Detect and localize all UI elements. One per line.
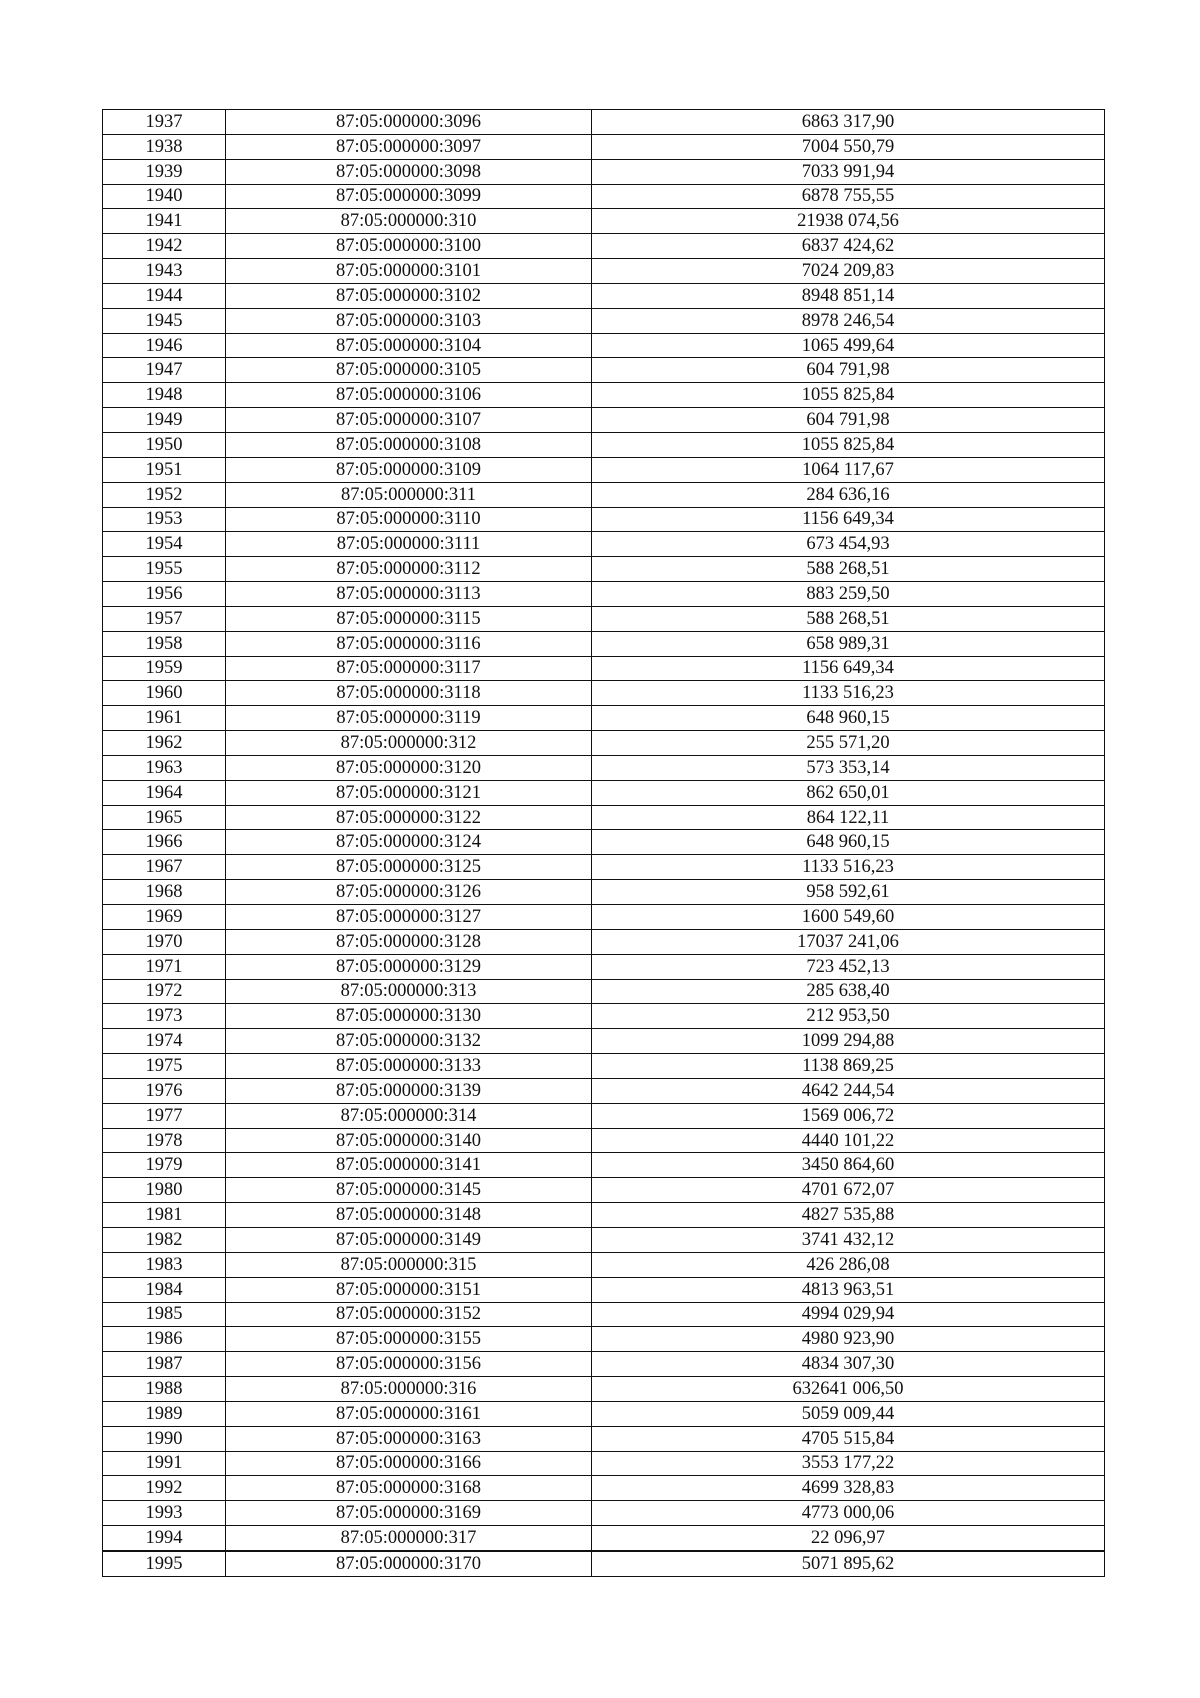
cadastral-number-cell: 87:05:000000:3097 — [226, 134, 592, 159]
cadastral-number-cell: 87:05:000000:3170 — [226, 1551, 592, 1576]
row-number-cell: 1950 — [103, 432, 226, 457]
row-number-cell: 1958 — [103, 631, 226, 656]
cadastral-number-cell: 87:05:000000:317 — [226, 1526, 592, 1551]
row-number-cell: 1975 — [103, 1054, 226, 1079]
table-row — [103, 1401, 1105, 1426]
row-number-cell: 1971 — [103, 954, 226, 979]
cadastral-number-cell: 87:05:000000:3106 — [226, 383, 592, 408]
cadastral-number-cell: 87:05:000000:3168 — [226, 1476, 592, 1501]
cadastral-value-cell: 648 960,15 — [592, 830, 1105, 855]
row-number-cell: 1939 — [103, 159, 226, 184]
row-number-cell: 1976 — [103, 1078, 226, 1103]
table-row — [103, 259, 1105, 284]
cadastral-value-cell: 22 096,97 — [592, 1526, 1105, 1551]
cadastral-number-cell: 87:05:000000:3102 — [226, 283, 592, 308]
table-row — [103, 656, 1105, 681]
cadastral-number-cell: 87:05:000000:3105 — [226, 358, 592, 383]
cadastral-number-cell: 87:05:000000:3113 — [226, 582, 592, 607]
cadastral-number-cell: 87:05:000000:316 — [226, 1377, 592, 1402]
cadastral-value-cell: 1055 825,84 — [592, 432, 1105, 457]
row-number-cell: 1961 — [103, 706, 226, 731]
table-row — [103, 283, 1105, 308]
cadastral-number-cell: 87:05:000000:3139 — [226, 1078, 592, 1103]
table-row — [103, 1551, 1105, 1576]
cadastral-number-cell: 87:05:000000:3132 — [226, 1029, 592, 1054]
table-row — [103, 383, 1105, 408]
row-number-cell: 1937 — [103, 110, 226, 135]
cadastral-number-cell: 87:05:000000:3169 — [226, 1501, 592, 1526]
cadastral-value-cell: 4773 000,06 — [592, 1501, 1105, 1526]
cadastral-value-cell: 4813 963,51 — [592, 1277, 1105, 1302]
cadastral-value-cell: 284 636,16 — [592, 482, 1105, 507]
table-row — [103, 358, 1105, 383]
table-row — [103, 1252, 1105, 1277]
row-number-cell: 1967 — [103, 855, 226, 880]
table-row — [103, 1277, 1105, 1302]
cadastral-number-cell: 87:05:000000:3125 — [226, 855, 592, 880]
table-row — [103, 706, 1105, 731]
cadastral-number-cell: 87:05:000000:3100 — [226, 234, 592, 259]
table-row — [103, 1029, 1105, 1054]
row-number-cell: 1979 — [103, 1153, 226, 1178]
cadastral-number-cell: 87:05:000000:3163 — [226, 1426, 592, 1451]
cadastral-number-cell: 87:05:000000:3098 — [226, 159, 592, 184]
cadastral-number-cell: 87:05:000000:3109 — [226, 457, 592, 482]
cadastral-value-cell: 4827 535,88 — [592, 1203, 1105, 1228]
cadastral-number-cell: 87:05:000000:310 — [226, 209, 592, 234]
cadastral-value-cell: 3741 432,12 — [592, 1227, 1105, 1252]
row-number-cell: 1952 — [103, 482, 226, 507]
row-number-cell: 1941 — [103, 209, 226, 234]
cadastral-value-cell: 604 791,98 — [592, 358, 1105, 383]
cadastral-number-cell: 87:05:000000:3155 — [226, 1327, 592, 1352]
table-row — [103, 209, 1105, 234]
row-number-cell: 1946 — [103, 333, 226, 358]
cadastral-value-cell: 285 638,40 — [592, 979, 1105, 1004]
cadastral-number-cell: 87:05:000000:3118 — [226, 681, 592, 706]
row-number-cell: 1983 — [103, 1252, 226, 1277]
cadastral-number-cell: 87:05:000000:3130 — [226, 1004, 592, 1029]
table-row — [103, 408, 1105, 433]
cadastral-value-cell: 673 454,93 — [592, 532, 1105, 557]
cadastral-number-cell: 87:05:000000:3122 — [226, 805, 592, 830]
table-row — [103, 1451, 1105, 1476]
table-row — [103, 1526, 1105, 1551]
row-number-cell: 1948 — [103, 383, 226, 408]
row-number-cell: 1954 — [103, 532, 226, 557]
cadastral-number-cell: 87:05:000000:3149 — [226, 1227, 592, 1252]
cadastral-number-cell: 87:05:000000:3103 — [226, 308, 592, 333]
row-number-cell: 1951 — [103, 457, 226, 482]
cadastral-number-cell: 87:05:000000:3120 — [226, 755, 592, 780]
table-row — [103, 954, 1105, 979]
cadastral-value-cell: 4642 244,54 — [592, 1078, 1105, 1103]
cadastral-value-table — [102, 109, 1105, 1577]
table-row — [103, 432, 1105, 457]
cadastral-value-cell: 8948 851,14 — [592, 283, 1105, 308]
cadastral-number-cell: 87:05:000000:3096 — [226, 110, 592, 135]
table-row — [103, 482, 1105, 507]
row-number-cell: 1955 — [103, 557, 226, 582]
cadastral-value-cell: 1133 516,23 — [592, 855, 1105, 880]
cadastral-value-cell: 1065 499,64 — [592, 333, 1105, 358]
cadastral-number-cell: 87:05:000000:3112 — [226, 557, 592, 582]
table-row — [103, 557, 1105, 582]
cadastral-value-cell: 21938 074,56 — [592, 209, 1105, 234]
cadastral-value-cell: 7004 550,79 — [592, 134, 1105, 159]
row-number-cell: 1991 — [103, 1451, 226, 1476]
row-number-cell: 1987 — [103, 1352, 226, 1377]
row-number-cell: 1957 — [103, 606, 226, 631]
table-row — [103, 780, 1105, 805]
cadastral-number-cell: 87:05:000000:3119 — [226, 706, 592, 731]
table-row — [103, 582, 1105, 607]
cadastral-number-cell: 87:05:000000:3148 — [226, 1203, 592, 1228]
cadastral-value-cell: 17037 241,06 — [592, 929, 1105, 954]
cadastral-value-cell: 3450 864,60 — [592, 1153, 1105, 1178]
row-number-cell: 1977 — [103, 1103, 226, 1128]
cadastral-value-cell: 1133 516,23 — [592, 681, 1105, 706]
table-row — [103, 681, 1105, 706]
row-number-cell: 1981 — [103, 1203, 226, 1228]
table-row — [103, 507, 1105, 532]
cadastral-value-cell: 1055 825,84 — [592, 383, 1105, 408]
row-number-cell: 1940 — [103, 184, 226, 209]
table-row — [103, 1054, 1105, 1079]
cadastral-number-cell: 87:05:000000:3108 — [226, 432, 592, 457]
row-number-cell: 1942 — [103, 234, 226, 259]
row-number-cell: 1982 — [103, 1227, 226, 1252]
cadastral-value-cell: 1064 117,67 — [592, 457, 1105, 482]
table-row — [103, 1103, 1105, 1128]
row-number-cell: 1944 — [103, 283, 226, 308]
row-number-cell: 1953 — [103, 507, 226, 532]
table-row — [103, 1004, 1105, 1029]
cadastral-value-cell: 4701 672,07 — [592, 1178, 1105, 1203]
table-row — [103, 929, 1105, 954]
row-number-cell: 1960 — [103, 681, 226, 706]
cadastral-value-cell: 862 650,01 — [592, 780, 1105, 805]
row-number-cell: 1947 — [103, 358, 226, 383]
cadastral-number-cell: 87:05:000000:314 — [226, 1103, 592, 1128]
cadastral-value-cell: 5071 895,62 — [592, 1551, 1105, 1576]
row-number-cell: 1972 — [103, 979, 226, 1004]
row-number-cell: 1938 — [103, 134, 226, 159]
row-number-cell: 1963 — [103, 755, 226, 780]
row-number-cell: 1943 — [103, 259, 226, 284]
cadastral-value-cell: 255 571,20 — [592, 731, 1105, 756]
row-number-cell: 1992 — [103, 1476, 226, 1501]
table-row — [103, 1153, 1105, 1178]
table-body — [103, 110, 1105, 1577]
table-row — [103, 606, 1105, 631]
cadastral-value-cell: 7033 991,94 — [592, 159, 1105, 184]
cadastral-number-cell: 87:05:000000:3156 — [226, 1352, 592, 1377]
cadastral-value-cell: 1600 549,60 — [592, 905, 1105, 930]
table-row — [103, 1476, 1105, 1501]
cadastral-value-cell: 7024 209,83 — [592, 259, 1105, 284]
table-row — [103, 755, 1105, 780]
row-number-cell: 1986 — [103, 1327, 226, 1352]
cadastral-number-cell: 87:05:000000:3126 — [226, 880, 592, 905]
table-row — [103, 1327, 1105, 1352]
cadastral-value-cell: 8978 246,54 — [592, 308, 1105, 333]
cadastral-number-cell: 87:05:000000:3099 — [226, 184, 592, 209]
row-number-cell: 1990 — [103, 1426, 226, 1451]
table-row — [103, 1302, 1105, 1327]
table-row — [103, 631, 1105, 656]
cadastral-value-cell: 6878 755,55 — [592, 184, 1105, 209]
row-number-cell: 1966 — [103, 830, 226, 855]
row-number-cell: 1993 — [103, 1501, 226, 1526]
table-row — [103, 1352, 1105, 1377]
table-row — [103, 1078, 1105, 1103]
cadastral-value-cell: 1138 869,25 — [592, 1054, 1105, 1079]
table-row — [103, 1128, 1105, 1153]
row-number-cell: 1989 — [103, 1401, 226, 1426]
cadastral-number-cell: 87:05:000000:3161 — [226, 1401, 592, 1426]
row-number-cell: 1974 — [103, 1029, 226, 1054]
cadastral-number-cell: 87:05:000000:313 — [226, 979, 592, 1004]
cadastral-value-cell: 3553 177,22 — [592, 1451, 1105, 1476]
cadastral-number-cell: 87:05:000000:3166 — [226, 1451, 592, 1476]
cadastral-number-cell: 87:05:000000:3101 — [226, 259, 592, 284]
table-row — [103, 457, 1105, 482]
row-number-cell: 1968 — [103, 880, 226, 905]
cadastral-value-cell: 658 989,31 — [592, 631, 1105, 656]
cadastral-number-cell: 87:05:000000:3124 — [226, 830, 592, 855]
cadastral-value-cell: 6837 424,62 — [592, 234, 1105, 259]
cadastral-value-cell: 604 791,98 — [592, 408, 1105, 433]
row-number-cell: 1984 — [103, 1277, 226, 1302]
row-number-cell: 1969 — [103, 905, 226, 930]
cadastral-number-cell: 87:05:000000:3140 — [226, 1128, 592, 1153]
table-row — [103, 1426, 1105, 1451]
row-number-cell: 1980 — [103, 1178, 226, 1203]
row-number-cell: 1973 — [103, 1004, 226, 1029]
row-number-cell: 1964 — [103, 780, 226, 805]
cadastral-number-cell: 87:05:000000:3129 — [226, 954, 592, 979]
table-row — [103, 1178, 1105, 1203]
cadastral-value-cell: 632641 006,50 — [592, 1377, 1105, 1402]
cadastral-value-cell: 723 452,13 — [592, 954, 1105, 979]
table-row — [103, 1377, 1105, 1402]
cadastral-number-cell: 87:05:000000:3141 — [226, 1153, 592, 1178]
table-row — [103, 805, 1105, 830]
cadastral-value-cell: 4699 328,83 — [592, 1476, 1105, 1501]
cadastral-number-cell: 87:05:000000:3121 — [226, 780, 592, 805]
table-row — [103, 731, 1105, 756]
cadastral-value-cell: 958 592,61 — [592, 880, 1105, 905]
cadastral-number-cell: 87:05:000000:3151 — [226, 1277, 592, 1302]
table-row — [103, 333, 1105, 358]
cadastral-value-cell: 4705 515,84 — [592, 1426, 1105, 1451]
cadastral-value-cell: 864 122,11 — [592, 805, 1105, 830]
row-number-cell: 1978 — [103, 1128, 226, 1153]
cadastral-number-cell: 87:05:000000:3152 — [226, 1302, 592, 1327]
cadastral-value-cell: 573 353,14 — [592, 755, 1105, 780]
cadastral-number-cell: 87:05:000000:3117 — [226, 656, 592, 681]
cadastral-number-cell: 87:05:000000:3110 — [226, 507, 592, 532]
cadastral-value-cell: 426 286,08 — [592, 1252, 1105, 1277]
cadastral-value-cell: 4980 923,90 — [592, 1327, 1105, 1352]
cadastral-number-cell: 87:05:000000:3133 — [226, 1054, 592, 1079]
cadastral-value-cell: 1569 006,72 — [592, 1103, 1105, 1128]
cadastral-number-cell: 87:05:000000:315 — [226, 1252, 592, 1277]
table-row — [103, 184, 1105, 209]
cadastral-value-cell: 1156 649,34 — [592, 507, 1105, 532]
table-row — [103, 134, 1105, 159]
row-number-cell: 1949 — [103, 408, 226, 433]
cadastral-value-cell: 5059 009,44 — [592, 1401, 1105, 1426]
table-row — [103, 880, 1105, 905]
cadastral-number-cell: 87:05:000000:3115 — [226, 606, 592, 631]
row-number-cell: 1956 — [103, 582, 226, 607]
cadastral-number-cell: 87:05:000000:3104 — [226, 333, 592, 358]
row-number-cell: 1994 — [103, 1526, 226, 1551]
cadastral-value-cell: 4834 307,30 — [592, 1352, 1105, 1377]
cadastral-value-cell: 6863 317,90 — [592, 110, 1105, 135]
table-row — [103, 532, 1105, 557]
table-row — [103, 979, 1105, 1004]
table-row — [103, 1203, 1105, 1228]
cadastral-number-cell: 87:05:000000:3107 — [226, 408, 592, 433]
cadastral-value-cell: 883 259,50 — [592, 582, 1105, 607]
table-row — [103, 830, 1105, 855]
cadastral-value-cell: 1099 294,88 — [592, 1029, 1105, 1054]
cadastral-number-cell: 87:05:000000:3128 — [226, 929, 592, 954]
row-number-cell: 1995 — [103, 1551, 226, 1576]
cadastral-value-cell: 648 960,15 — [592, 706, 1105, 731]
table-row — [103, 234, 1105, 259]
row-number-cell: 1962 — [103, 731, 226, 756]
cadastral-number-cell: 87:05:000000:312 — [226, 731, 592, 756]
table-row — [103, 1227, 1105, 1252]
cadastral-number-cell: 87:05:000000:3145 — [226, 1178, 592, 1203]
cadastral-value-cell: 1156 649,34 — [592, 656, 1105, 681]
cadastral-value-cell: 588 268,51 — [592, 606, 1105, 631]
cadastral-number-cell: 87:05:000000:3111 — [226, 532, 592, 557]
table-row — [103, 159, 1105, 184]
cadastral-value-cell: 212 953,50 — [592, 1004, 1105, 1029]
cadastral-value-cell: 588 268,51 — [592, 557, 1105, 582]
table-row — [103, 1501, 1105, 1526]
row-number-cell: 1988 — [103, 1377, 226, 1402]
table-row — [103, 905, 1105, 930]
row-number-cell: 1965 — [103, 805, 226, 830]
row-number-cell: 1945 — [103, 308, 226, 333]
cadastral-number-cell: 87:05:000000:311 — [226, 482, 592, 507]
table-row — [103, 110, 1105, 135]
cadastral-number-cell: 87:05:000000:3116 — [226, 631, 592, 656]
row-number-cell: 1970 — [103, 929, 226, 954]
cadastral-value-cell: 4440 101,22 — [592, 1128, 1105, 1153]
table-row — [103, 855, 1105, 880]
table-row — [103, 308, 1105, 333]
row-number-cell: 1985 — [103, 1302, 226, 1327]
row-number-cell: 1959 — [103, 656, 226, 681]
cadastral-value-cell: 4994 029,94 — [592, 1302, 1105, 1327]
cadastral-number-cell: 87:05:000000:3127 — [226, 905, 592, 930]
